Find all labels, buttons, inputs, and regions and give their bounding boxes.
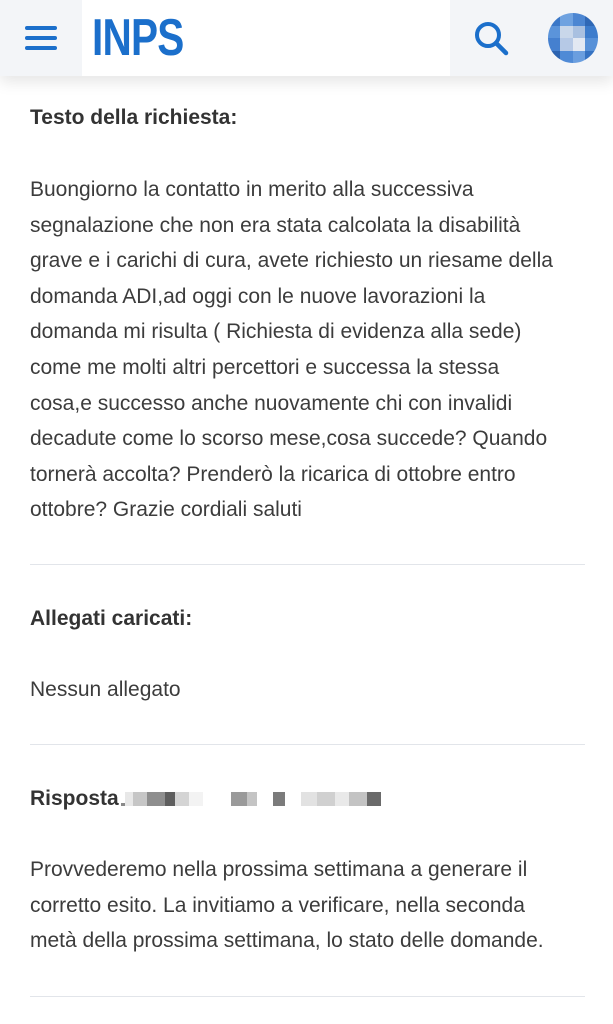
- request-title: Testo della richiesta:: [30, 106, 238, 129]
- attachments-value: Nessun allegato: [30, 678, 181, 701]
- user-avatar-button[interactable]: [532, 0, 613, 76]
- request-line: segnalazione che non era stata calcolata la disabilità: [30, 213, 521, 237]
- request-line: tornerà accolta? Prenderò la ricarica di ottobre entro: [30, 462, 516, 486]
- top-bar: [0, 0, 613, 76]
- request-line: domanda mi risulta ( Richiesta di evidenza alla sede): [30, 320, 522, 344]
- search-icon: [472, 19, 510, 57]
- divider: [30, 564, 585, 565]
- avatar: [548, 13, 598, 63]
- inps-logo[interactable]: INPS: [92, 9, 184, 67]
- search-button[interactable]: [450, 0, 532, 76]
- request-line: cosa,e successo anche nuovamente chi con invalidi: [30, 391, 513, 415]
- request-line: domanda ADI,ad oggi con le nuove lavorazioni la: [30, 284, 486, 308]
- response-line: corretto esito. La invitiamo a verificare, nella seconda: [30, 893, 525, 917]
- menu-button[interactable]: [0, 0, 82, 76]
- redacted-response-date: [121, 792, 381, 806]
- divider: [30, 744, 585, 745]
- request-section: [30, 103, 590, 133]
- request-line: grave e i carichi di cura, avete richiesto un riesame della: [30, 249, 553, 273]
- divider: [30, 996, 585, 997]
- request-line: come me molti altri percettori e successa la stessa: [30, 355, 500, 379]
- request-line: decadute come lo scorso mese,cosa succede? Quando: [30, 427, 548, 451]
- response-header: [30, 784, 381, 814]
- hamburger-menu-icon: [24, 25, 58, 51]
- attachments-title: Allegati caricati:: [30, 607, 193, 630]
- request-body: [30, 172, 605, 528]
- response-body: [30, 852, 605, 959]
- request-line: Buongiorno la contatto in merito alla successiva: [30, 178, 474, 201]
- request-line: ottobre? Grazie cordiali saluti: [30, 498, 302, 522]
- response-line: metà della prossima settimana, lo stato delle domande.: [30, 929, 544, 953]
- response-line: Provvederemo nella prossima settimana a generare il: [30, 858, 528, 881]
- response-title: Risposta: [30, 787, 119, 810]
